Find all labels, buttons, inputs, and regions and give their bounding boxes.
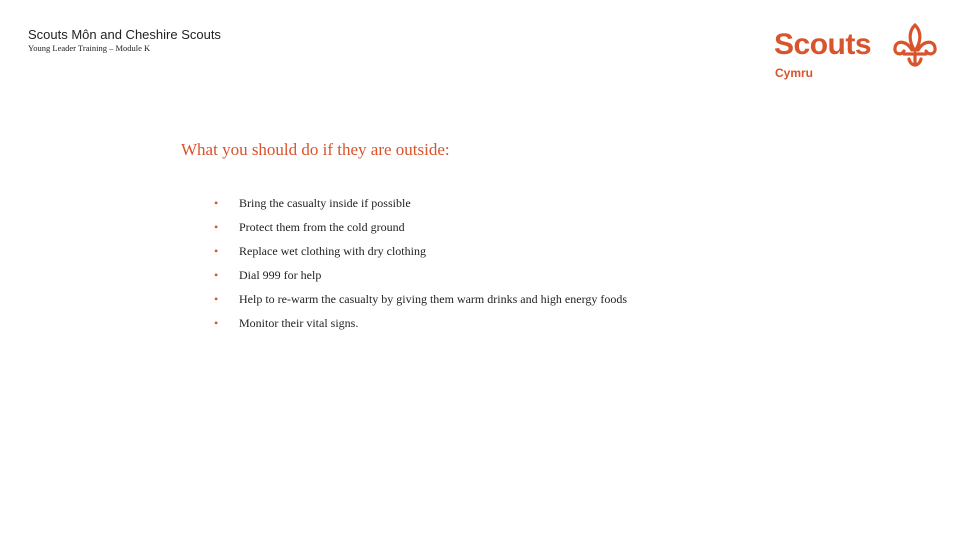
bullet-icon: • — [214, 244, 219, 258]
logo-subline: Cymru — [775, 66, 814, 80]
list-item-text: Dial 999 for help — [239, 268, 322, 282]
bullet-icon: • — [214, 220, 219, 234]
list-item — [214, 290, 627, 314]
bullet-icon: • — [214, 292, 219, 306]
list-item-text: Monitor their vital signs. — [239, 316, 359, 330]
org-title: Scouts Môn and Cheshire Scouts — [28, 27, 221, 42]
advice-list — [214, 194, 627, 338]
logo-wordmark: Scouts — [774, 28, 872, 61]
bullet-icon: • — [214, 316, 219, 330]
list-item-text: Bring the casualty inside if possible — [239, 196, 411, 210]
bullet-icon: • — [214, 268, 219, 282]
slide-heading: What you should do if they are outside: — [181, 140, 450, 159]
list-item-text: Help to re-warm the casualty by giving them warm drinks and high energy foods — [239, 292, 628, 306]
list-item-text: Protect them from the cold ground — [239, 220, 405, 234]
module-subtitle: Young Leader Training – Module K — [28, 43, 151, 53]
list-item — [214, 266, 627, 290]
list-item — [214, 194, 627, 218]
list-item — [214, 314, 627, 338]
bullet-icon: • — [214, 196, 219, 210]
scouts-cymru-logo — [772, 22, 938, 84]
list-item-text: Replace wet clothing with dry clothing — [239, 244, 426, 258]
fleur-de-lis-icon — [892, 22, 938, 72]
list-item — [214, 218, 627, 242]
list-item — [214, 242, 627, 266]
